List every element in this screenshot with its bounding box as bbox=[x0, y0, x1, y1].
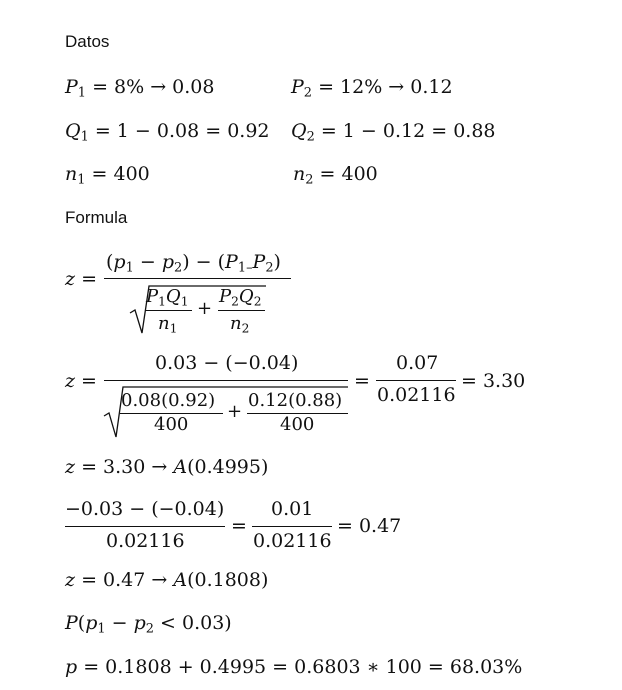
formula-term1-bar bbox=[145, 310, 192, 311]
n1-line: $n_1 = 400$ bbox=[65, 163, 150, 188]
q2-line: $Q_2 = 1 - 0.12 = 0.88$ bbox=[291, 120, 496, 145]
calc2-frac2-num: 0.01 bbox=[271, 498, 314, 520]
calc1-term1-num: 0.08(0.92) bbox=[121, 390, 216, 411]
calc1-term2-den: 400 bbox=[280, 414, 315, 435]
heading-datos: Datos bbox=[65, 32, 110, 51]
probability-line: $P(p_1 - p_2 < 0.03)$ bbox=[65, 612, 232, 637]
calc2-frac2-den: 0.02116 bbox=[253, 530, 332, 552]
z2-line: z = 0.47 → A(0.1808) bbox=[65, 569, 269, 591]
formula-term1-den: $n_1$ bbox=[158, 313, 178, 336]
formula-main-bar bbox=[104, 278, 291, 279]
z1-line: z = 3.30 → A(0.4995) bbox=[65, 456, 269, 478]
calc1-numerator: 0.03 − (−0.04) bbox=[155, 352, 299, 374]
n2-line: $n_2 = 400$ bbox=[293, 163, 378, 188]
calc2-frac2-bar bbox=[252, 526, 332, 527]
heading-formula: Formula bbox=[65, 208, 128, 227]
calc2-frac1-den: 0.02116 bbox=[106, 530, 185, 552]
calc1-frac2-bar bbox=[376, 380, 456, 381]
calc2-eq: = bbox=[231, 515, 247, 537]
formula-term2-num: $P_2Q_2$ bbox=[219, 286, 262, 309]
calc1-result: = 3.30 bbox=[461, 370, 526, 392]
calc1-lhs: z = bbox=[65, 370, 97, 392]
calc1-term2-num: 0.12(0.88) bbox=[248, 390, 343, 411]
calc1-eq: = bbox=[354, 370, 370, 392]
final-line: p = 0.1808 + 0.4995 = 0.6803 ∗ 100 = 68.03% bbox=[65, 656, 523, 678]
p2-line: $P_2 = 12\% \to 0.12$ bbox=[291, 76, 453, 101]
formula-plus: + bbox=[197, 298, 213, 319]
q1-line: $Q_1 = 1 - 0.08 = 0.92$ bbox=[65, 120, 270, 145]
formula-term2-den: $n_2$ bbox=[230, 313, 250, 336]
calc1-plus: + bbox=[227, 401, 243, 422]
calc1-frac2-num: 0.07 bbox=[396, 352, 439, 374]
p1-line: $P_1 = 8\% \to 0.08$ bbox=[65, 76, 215, 101]
calc2-result: = 0.47 bbox=[337, 515, 402, 537]
calc2-frac1-num: −0.03 − (−0.04) bbox=[65, 498, 225, 520]
formula-numerator: $(p_1 - p_2) - (P_{1-}P_2)$ bbox=[106, 251, 281, 276]
formula-term2-bar bbox=[218, 310, 265, 311]
calc1-frac2-den: 0.02116 bbox=[377, 384, 456, 406]
calc2-frac1-bar bbox=[65, 526, 225, 527]
calc1-term1-den: 400 bbox=[154, 414, 189, 435]
formula-term1-num: $P_1Q_1$ bbox=[146, 286, 189, 309]
calc1-main-bar bbox=[104, 380, 348, 381]
formula-lhs: z = bbox=[65, 268, 97, 290]
